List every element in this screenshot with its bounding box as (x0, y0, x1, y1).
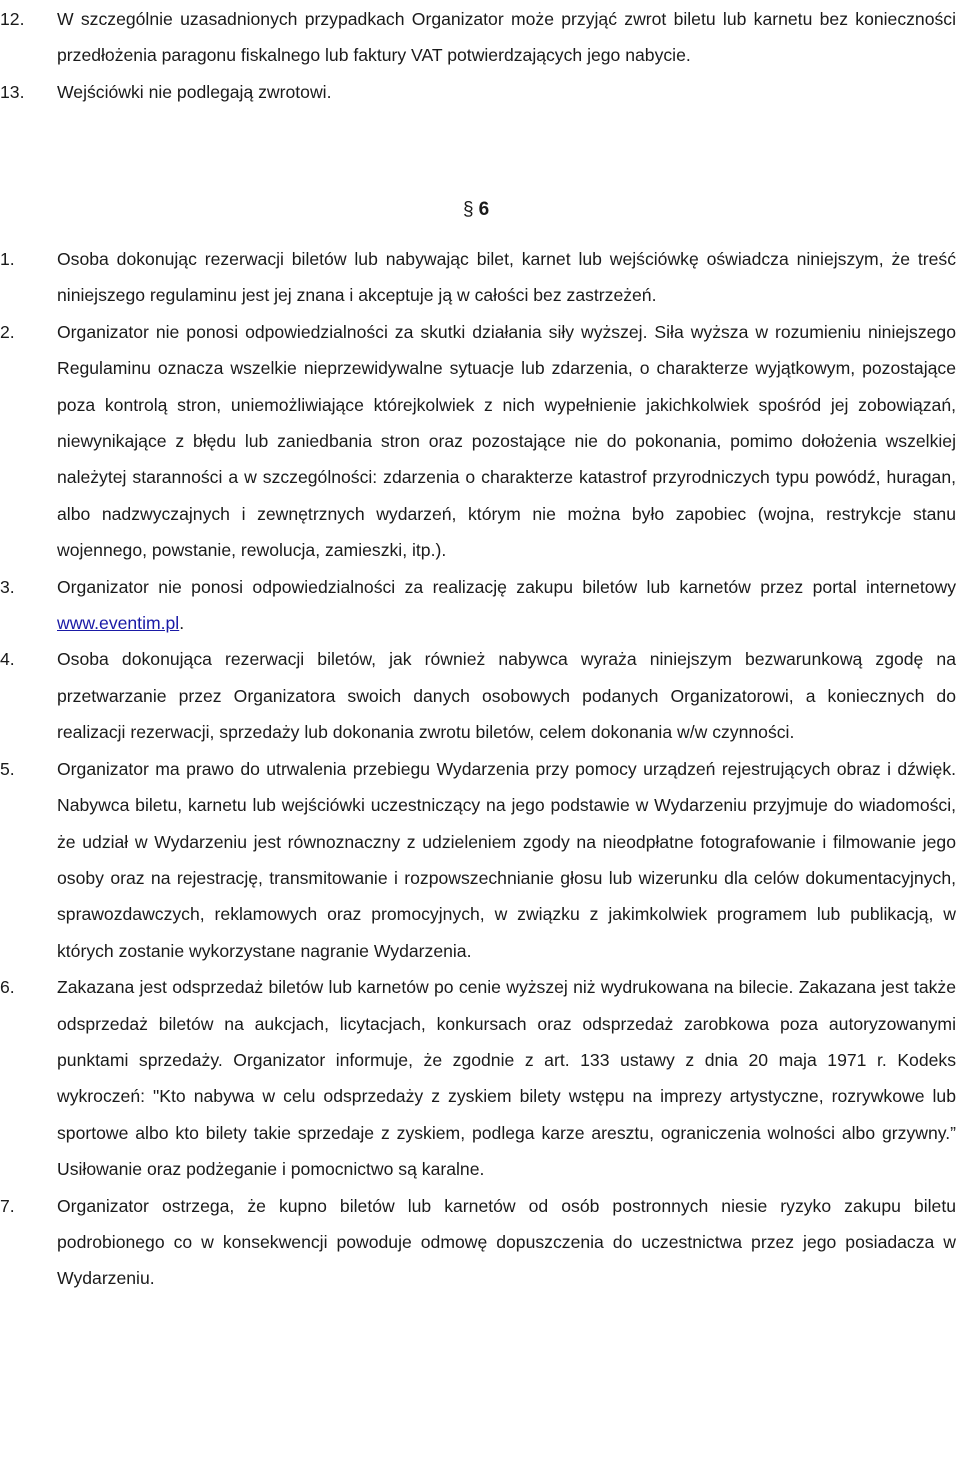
item-number: 4. (0, 649, 15, 670)
item-number: 1. (0, 249, 15, 269)
item-text: Organizator ma prawo do utrwalenia przebiegu Wydarzenia przy pomocy urządzeń rejestrujących obraz i dźwięk. Nabywca biletu, karnetu lub wejściówki uczestniczący na jego podstawie w Wydarzeniu przyjmuje do wiadomości, że udział w Wydarzeniu jest równoznaczny z udzieleniem zgody na nieodpłatne fotografowanie i filmowanie jego osoby oraz na rejestrację, transmitowanie i rozpowszechnianie głosu lub wizerunku dla celów dokumentacyjnych, sprawozdawczych, reklamowych oraz promocyjnych, w związku z jakimkolwiek programem lub publikacją, w których zostanie wykorzystane nagranie Wydarzenia. (57, 758, 956, 961)
list-item (0, 751, 956, 969)
item-text: Organizator nie ponosi odpowiedzialności za skutki działania siły wyższej. Siła wyższa w rozumieniu niniejszego Regulaminu oznacza wszelkie nieprzewidywalne sytuacje lub zdarzenia, o charakterze wyjątkowym, pozostające poza kontrolą stron, uniemożliwiające którejkolwiek z nich wypełnienie jakichkolwiek spośród jej zobowiązań, niewynikające z błędu lub zaniedbania stron oraz pozostające nie do pokonania, pomimo dołożenia wszelkiej należytej staranności a w szczególności: zdarzenia o charakterze katastrof przyrodniczych typu powódź, huragan, albo nadzwyczajnych i zewnętrznych wydarzeń, którym nie można było zapobiec (wojna, restrykcje stanu wojennego, powstanie, rewolucja, zamieszki, itp.). (57, 321, 956, 561)
list-item (0, 314, 956, 569)
list-item (0, 569, 956, 642)
section-heading (463, 192, 489, 228)
item-text-end: . (179, 613, 185, 634)
item-number: 6. (0, 977, 15, 998)
list-item (0, 1188, 956, 1297)
list-item (0, 969, 956, 1187)
item-number: 13. (0, 81, 25, 102)
section-number: 6 (478, 199, 490, 220)
regulation-list-section-6 (0, 241, 956, 1297)
list-item (0, 74, 956, 110)
item-text: Organizator ostrzega, że kupno biletów lub karnetów od osób postronnych niesie ryzyko zakupu biletu podrobionego co w konsekwencji powoduje odmowę dopuszczenia do uczestnictwa przez jego posiadacza w Wydarzeniu. (57, 1195, 956, 1289)
item-text: Wejściówki nie podlegają zwrotowi. (57, 81, 332, 102)
item-number: 2. (0, 321, 15, 342)
list-item (0, 241, 956, 314)
eventim-link[interactable]: www.eventim.pl (57, 613, 180, 634)
item-text: W szczególnie uzasadnionych przypadkach Organizator może przyjąć zwrot biletu lub karnetu bez konieczności przedłożenia paragonu fiskalnego lub faktury VAT potwierdzających jego nabycie. (57, 9, 956, 66)
item-text: Organizator nie ponosi odpowiedzialności za realizację zakupu biletów lub karnetów przez portal internetowy (57, 576, 956, 597)
list-item (0, 641, 956, 750)
item-number: 3. (0, 576, 15, 597)
list-item (0, 1, 956, 74)
item-text: Zakazana jest odsprzedaż biletów lub karnetów po cenie wyższej niż wydrukowana na bilecie. Zakazana jest także odsprzedaż biletów na aukcjach, licytacjach, konkursach oraz odsprzedaż zarobkowa poza autoryzowanymi punktami sprzedaży. Organizator informuje, że zgodnie z art. 133 ustawy z dnia 20 maja 1971 r. Kodeks wykroczeń: "Kto nabywa w celu odsprzedaży z zyskiem bilety wstępu na imprezy artystyczne, rozrywkowe lub sportowe albo kto bilety takie sprzedaje z zyskiem, podlega karze aresztu, ograniczenia wolności albo grzywny.” Usiłowanie oraz podżeganie i pomocnictwo są karalne. (57, 977, 956, 1180)
item-number: 7. (0, 1195, 15, 1216)
item-text: Osoba dokonując rezerwacji biletów lub nabywając bilet, karnet lub wejściówkę oświadcza niniejszym, że treść niniejszego regulaminu jest jej znana i akceptuje ją w całości bez zastrzeżeń. (57, 249, 956, 306)
section-symbol: § (463, 199, 474, 220)
item-text: Osoba dokonująca rezerwacji biletów, jak również nabywca wyraża niniejszym bezwarunkową zgodę na przetwarzanie przez Organizatora swoich danych osobowych podanych Organizatorowi, a koniecznych do realizacji rezerwacji, sprzedaży lub dokonania zwrotu biletów, celem dokonania w/w czynności. (57, 649, 956, 743)
item-number: 12. (0, 9, 25, 29)
regulation-list-top (0, 1, 956, 110)
item-number: 5. (0, 758, 15, 779)
